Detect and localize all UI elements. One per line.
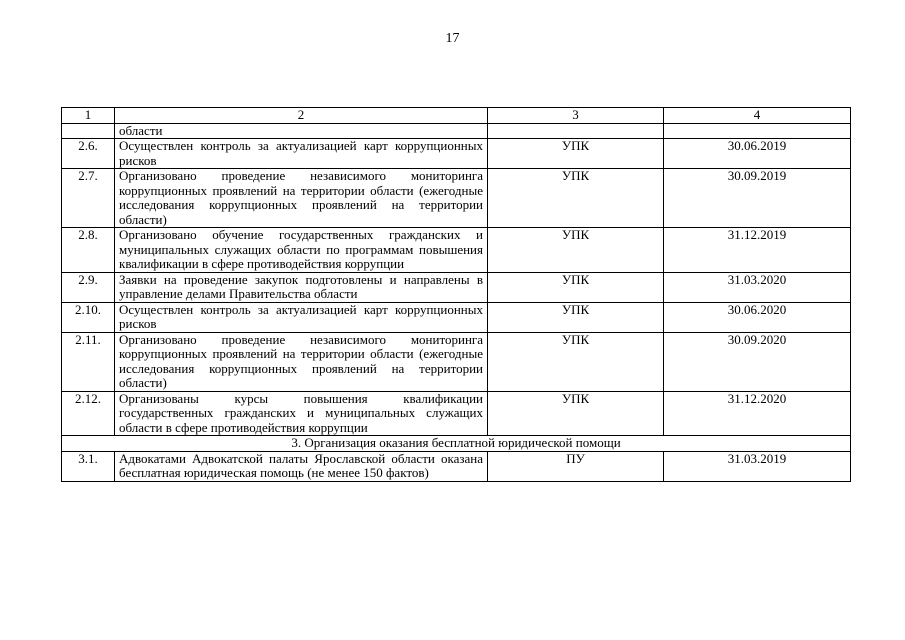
table-row [62,139,851,169]
item-deadline: 31.12.2020 [664,391,851,436]
table-row [62,228,851,273]
table-row [62,169,851,228]
continuation-number-cell [62,123,115,139]
item-deadline: 30.06.2020 [664,302,851,332]
item-responsible: УПК [488,272,664,302]
item-deadline: 30.09.2019 [664,169,851,228]
header-row [62,108,851,124]
item-responsible: УПК [488,332,664,391]
item-responsible: УПК [488,391,664,436]
item-text: Организовано проведение независимого мониторинга коррупционных проявлений на территории области (ежегодные исследования коррупционных проявлений на территории области) [115,332,488,391]
plan-table [61,107,851,482]
item-deadline: 30.09.2020 [664,332,851,391]
header-cell-responsible: 3 [488,108,664,124]
item-text: Осуществлен контроль за актуализацией карт коррупционных рисков [115,139,488,169]
item-number: 2.10. [62,302,115,332]
continuation-row [62,123,851,139]
item-deadline: 31.03.2019 [664,451,851,481]
header-cell-activity: 2 [115,108,488,124]
item-responsible: УПК [488,169,664,228]
item-deadline: 31.12.2019 [664,228,851,273]
continuation-deadline-cell [664,123,851,139]
header-cell-deadline: 4 [664,108,851,124]
table-row [62,272,851,302]
section-heading-row [62,436,851,452]
item-text: Организованы курсы повышения квалификации государственных гражданских и муниципальных служащих области в сфере противодействия коррупции [115,391,488,436]
section-heading: 3. Организация оказания бесплатной юридической помощи [62,436,851,452]
item-text: Организовано проведение независимого мониторинга коррупционных проявлений на территории области (ежегодные исследования коррупционных проявлений на территории области) [115,169,488,228]
item-text: Заявки на проведение закупок подготовлены и направлены в управление делами Правительства области [115,272,488,302]
page-number: 17 [445,31,460,46]
item-number: 2.11. [62,332,115,391]
table-row [62,332,851,391]
item-responsible: УПК [488,139,664,169]
item-text: Адвокатами Адвокатской палаты Ярославской области оказана бесплатная юридическая помощь (не менее 150 фактов) [115,451,488,481]
item-number: 2.12. [62,391,115,436]
continuation-text-cell: области [115,123,488,139]
item-number: 2.8. [62,228,115,273]
table-row [62,302,851,332]
item-responsible: УПК [488,302,664,332]
table-row [62,451,851,481]
header-cell-number: 1 [62,108,115,124]
item-text: Организовано обучение государственных гражданских и муниципальных служащих области по программам повышения квалификации в сфере противодействия коррупции [115,228,488,273]
item-number: 2.9. [62,272,115,302]
item-deadline: 30.06.2019 [664,139,851,169]
item-text: Осуществлен контроль за актуализацией карт коррупционных рисков [115,302,488,332]
table-row [62,391,851,436]
item-number: 3.1. [62,451,115,481]
item-number: 2.6. [62,139,115,169]
item-number: 2.7. [62,169,115,228]
item-responsible: ПУ [488,451,664,481]
item-responsible: УПК [488,228,664,273]
continuation-responsible-cell [488,123,664,139]
item-deadline: 31.03.2020 [664,272,851,302]
